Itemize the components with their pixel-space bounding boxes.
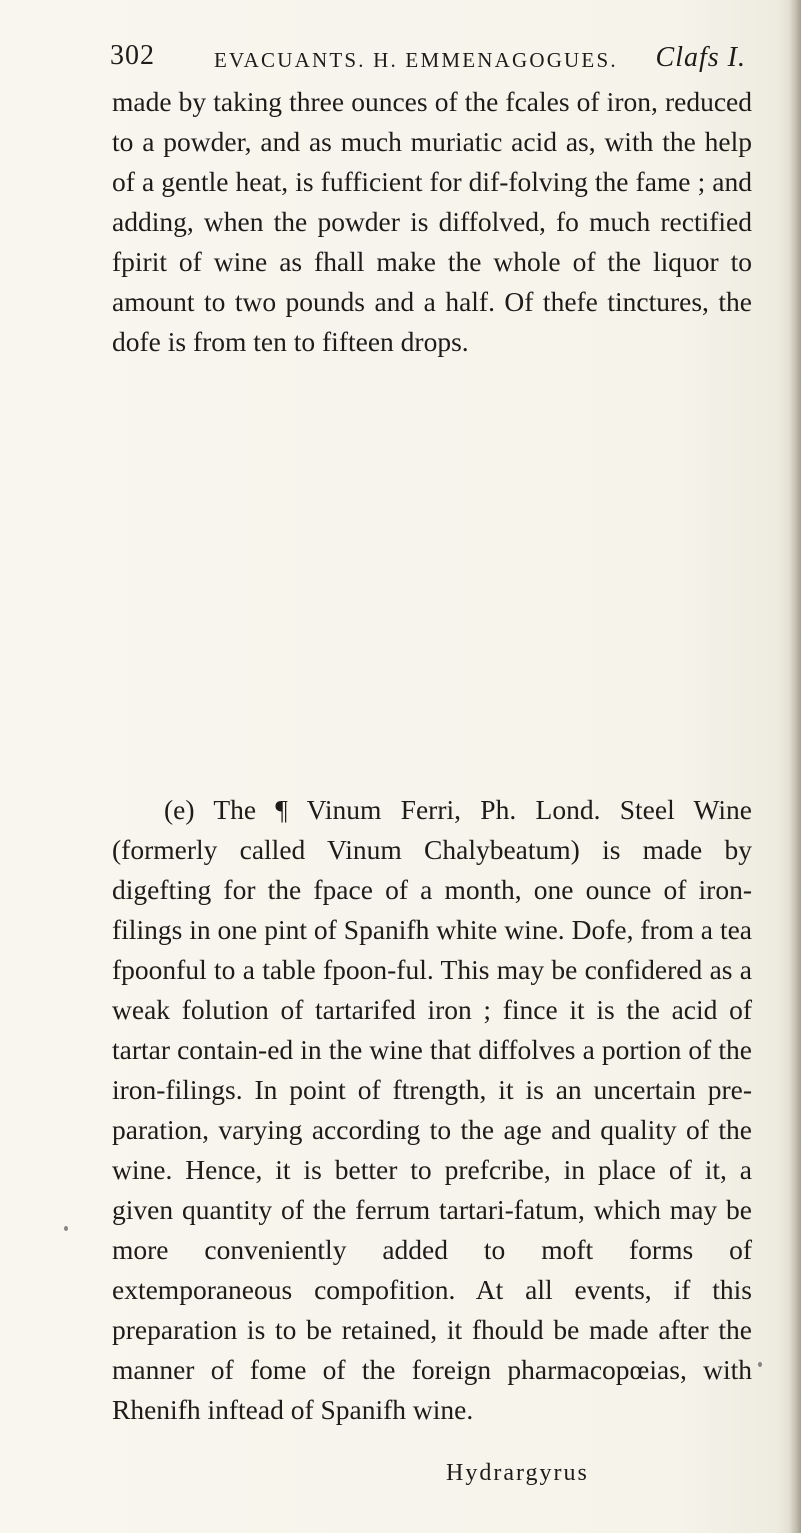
page-edge-shadow	[789, 0, 801, 1533]
paragraph-continuation: made by taking three ounces of the fcales of iron, reduced to a powder, and as much muriatic acid as, with the help of a gentle heat, is fufficient for dif-folving the fame ; and adding, when the powder is diffolved, fo much rectified fpirit of wine as fhall make the whole of the liquor to amount to two pounds and a half. Of thefe tinctures, the dofe is from ten to fifteen drops.	[112, 86, 752, 357]
paper-speck	[64, 1226, 68, 1231]
catchword: Hydrargyrus	[446, 1460, 589, 1486]
paper-speck	[758, 1362, 762, 1367]
running-title: EVACUANTS. H. EMMENAGOGUES.	[214, 48, 618, 72]
page-number: 302	[110, 40, 155, 71]
class-label: Clafs I.	[655, 42, 746, 73]
paragraph-vinum-ferri: (e) The ¶ Vinum Ferri, Ph. Lond. Steel Wine (formerly called Vinum Chalybeatum) is made by digefting for the fpace of a month, one ounce of iron-filings in one pint of Spanifh white wine. Dofe, from a tea fpoonful to a table fpoon-ful. This may be confidered as a weak folution of tartarifed iron ; fince it is the acid of tartar contain-ed in the wine that diffolves a portion of the iron-filings. In point of ftrength, it is an uncertain pre-paration, varying according to the age and quality of the wine. Hence, it is better to prefcribe, in place of it, a given quantity of the ferrum tartari-fatum, which may be more conveniently added to moft forms of extemporaneous compofition. At all events, if this preparation is to be retained, it fhould be made after the manner of fome of the foreign pharmacopœias, with Rhenifh inftead of Spanifh wine.	[112, 794, 752, 1425]
